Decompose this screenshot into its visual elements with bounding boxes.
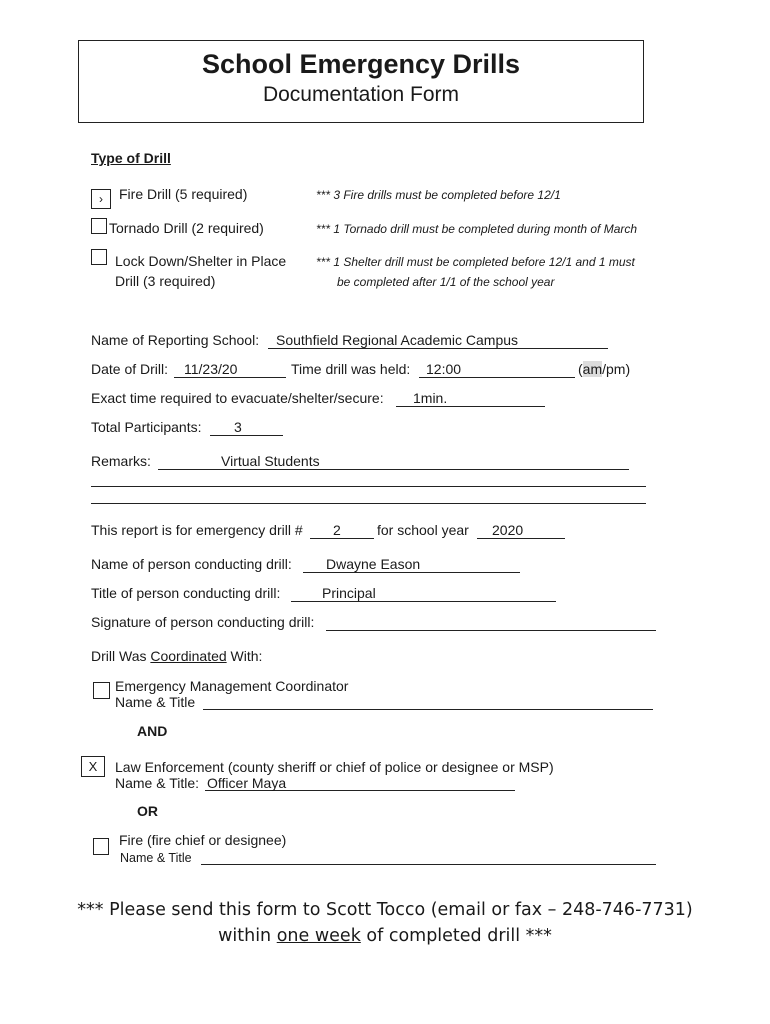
tornado-drill-checkbox[interactable] (91, 218, 107, 234)
evac-value[interactable]: 1min. (413, 390, 448, 406)
drill-number-line (310, 538, 374, 539)
school-value[interactable]: Southfield Regional Academic Campus (276, 332, 519, 348)
law-name-value[interactable]: Officer Maya (207, 775, 287, 791)
footer-line-2: within one week of completed drill *** (218, 926, 552, 946)
and-label: AND (137, 723, 168, 739)
ampm-indicator: (am/pm) (578, 361, 631, 377)
emc-checkbox[interactable] (93, 682, 110, 699)
signature-label: Signature of person conducting drill: (91, 614, 315, 630)
lockdown-drill-note-2: be completed after 1/1 of the school year (337, 275, 555, 289)
coordination-heading: Drill Was Coordinated With: (91, 648, 263, 664)
evac-label: Exact time required to evacuate/shelter/secure: (91, 390, 384, 406)
report-label-b: for school year (377, 522, 469, 538)
conductor-title-value[interactable]: Principal (322, 585, 376, 601)
fire-name-label: Name & Title (120, 851, 192, 865)
remarks-line-3[interactable] (91, 503, 646, 504)
conductor-line (303, 572, 520, 573)
or-label: OR (137, 803, 158, 819)
law-enforcement-checkbox[interactable]: X (81, 756, 105, 777)
evac-line (396, 406, 545, 407)
form-subtitle: Documentation Form (262, 83, 460, 106)
time-label: Time drill was held: (291, 361, 411, 377)
remarks-line-1 (158, 469, 629, 470)
lockdown-drill-label-2: Drill (3 required) (115, 273, 216, 289)
am-highlight: am (582, 361, 603, 377)
form-title: School Emergency Drills (201, 49, 521, 79)
fire-name-line[interactable] (201, 864, 656, 865)
fire-drill-label: Fire Drill (5 required) (119, 186, 248, 202)
report-label-a: This report is for emergency drill # (91, 522, 303, 538)
participants-label: Total Participants: (91, 419, 202, 435)
remarks-label: Remarks: (91, 453, 151, 469)
conductor-title-label: Title of person conducting drill: (91, 585, 281, 601)
time-line (419, 377, 575, 378)
tornado-drill-note: *** 1 Tornado drill must be completed during month of March (316, 222, 638, 236)
participants-line (210, 435, 283, 436)
tornado-drill-label: Tornado Drill (2 required) (109, 220, 264, 236)
school-year-line (477, 538, 565, 539)
lockdown-drill-label-1: Lock Down/Shelter in Place (115, 253, 287, 269)
one-week-emphasis: one week (276, 926, 361, 946)
fire-drill-note: *** 3 Fire drills must be completed before 12/1 (316, 188, 561, 202)
fire-chief-label: Fire (fire chief or designee) (119, 832, 287, 848)
footer-line-1: *** Please send this form to Scott Tocco (email or fax – 248-746-7731) (77, 900, 693, 920)
school-label: Name of Reporting School: (91, 332, 260, 348)
date-value[interactable]: 11/23/20 (184, 361, 238, 377)
law-enforcement-label: Law Enforcement (county sheriff or chief of police or designee or MSP) (115, 759, 554, 775)
fire-drill-checkbox[interactable]: › (91, 189, 111, 209)
school-year-value[interactable]: 2020 (492, 522, 524, 538)
fire-chief-checkbox[interactable] (93, 838, 109, 855)
signature-line[interactable] (326, 630, 656, 631)
date-label: Date of Drill: (91, 361, 169, 377)
lockdown-drill-note-1: *** 1 Shelter drill must be completed before 12/1 and 1 must (316, 255, 635, 269)
emc-label: Emergency Management Coordinator (115, 678, 349, 694)
law-name-label: Name & Title: (115, 775, 200, 791)
conductor-title-line (291, 601, 556, 602)
drill-type-heading: Type of Drill (91, 150, 171, 166)
date-line (174, 377, 286, 378)
remarks-value[interactable]: Virtual Students (221, 453, 320, 469)
drill-number-value[interactable]: 2 (333, 522, 341, 538)
lockdown-drill-checkbox[interactable] (91, 249, 107, 265)
emc-name-line[interactable] (203, 709, 653, 710)
remarks-line-2[interactable] (91, 486, 646, 487)
school-line (268, 348, 608, 349)
emc-name-label: Name & Title (115, 694, 196, 710)
form-header (78, 40, 644, 123)
conductor-label: Name of person conducting drill: (91, 556, 292, 572)
participants-value[interactable]: 3 (234, 419, 242, 435)
conductor-value[interactable]: Dwayne Eason (326, 556, 421, 572)
time-value[interactable]: 12:00 (426, 361, 462, 377)
